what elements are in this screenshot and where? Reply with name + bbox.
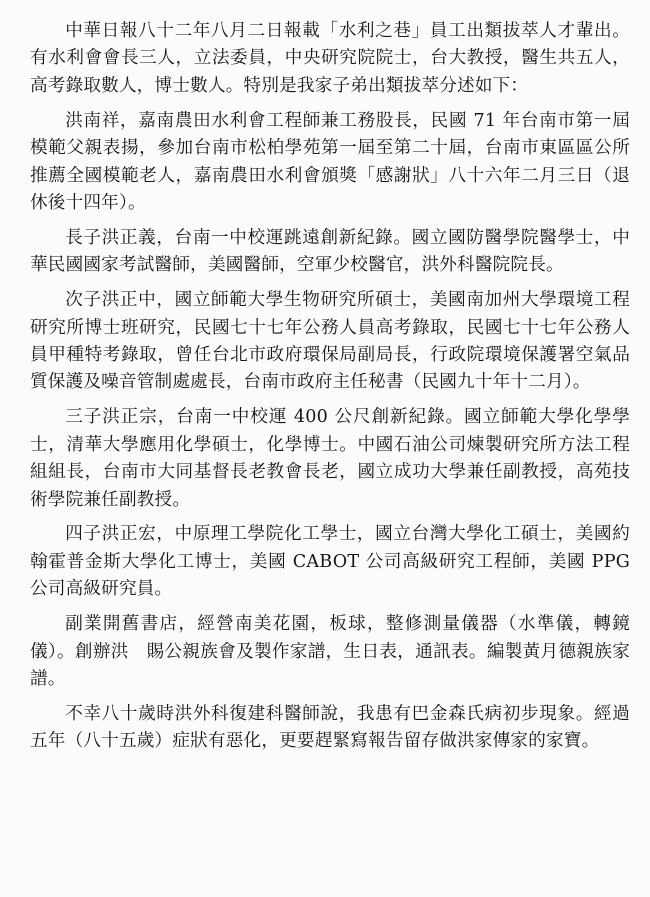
paragraph-closing: 不幸八十歲時洪外科復建科醫師說，我患有巴金森氏病初步現象。經過五年（八十五歲）症狀有惡化，更要趕緊寫報告留存做洪家傳家的家寶。 [30,703,630,752]
paragraph-eldest-son: 長子洪正義，台南一中校運跳遠創新紀錄。國立國防醫學院醫學士，中華民國國家考試醫師，美國醫師，空軍少校醫官，洪外科醫院院長。 [30,227,630,276]
paragraph-father: 洪南祥，嘉南農田水利會工程師兼工務股長，民國 71 年台南市第一屆模範父親表揚，參加台南市松柏學苑第一屆至第二十屆，台南市東區區公所推薦全國模範老人，嘉南農田水利會頒獎「感謝狀」八十六年二月三日（退休後十四年）。 [30,110,630,213]
paragraph-fourth-son: 四子洪正宏，中原理工學院化工學士，國立台灣大學化工碩士，美國約翰霍普金斯大學化工博士，美國 CABOT 公司高級研究工程師，美國 PPG 公司高級研究員。 [30,524,630,600]
paragraph-intro: 中華日報八十二年八月二日報載「水利之巷」員工出類拔萃人才輩出。有水利會會長三人，立法委員，中央研究院院士，台大教授，醫生共五人，高考錄取數人，博士數人。特別是我家子弟出類拔萃分述如下： [30,21,630,96]
document-body [30,18,630,763]
paragraph-side-business: 副業開舊書店，經營南美花園，板球，整修測量儀器（水準儀，轉鏡儀）。創辦洪 賜公親族會及製作家譜，生日表，通訊表。編製黃月德親族家譜。 [30,614,630,689]
paragraph-third-son: 三子洪正宗，台南一中校運 400 公尺創新紀錄。國立師範大學化學學士，清華大學應用化學碩士，化學博士。中國石油公司煉製研究所方法工程組組長，台南市大同基督長老教會長老，國立成功大學兼任副教授，高苑技術學院兼任副教授。 [30,407,630,510]
paragraph-second-son: 次子洪正中，國立師範大學生物研究所碩士，美國南加州大學環境工程研究所博士班研究，民國七十七年公務人員高考錄取，民國七十七年公務人員甲種特考錄取，曾任台北市政府環保局副局長，行政院環境保護署空氣品質保護及噪音管制處處長，台南市政府主任秘書（民國九十年十二月）。 [30,290,630,393]
